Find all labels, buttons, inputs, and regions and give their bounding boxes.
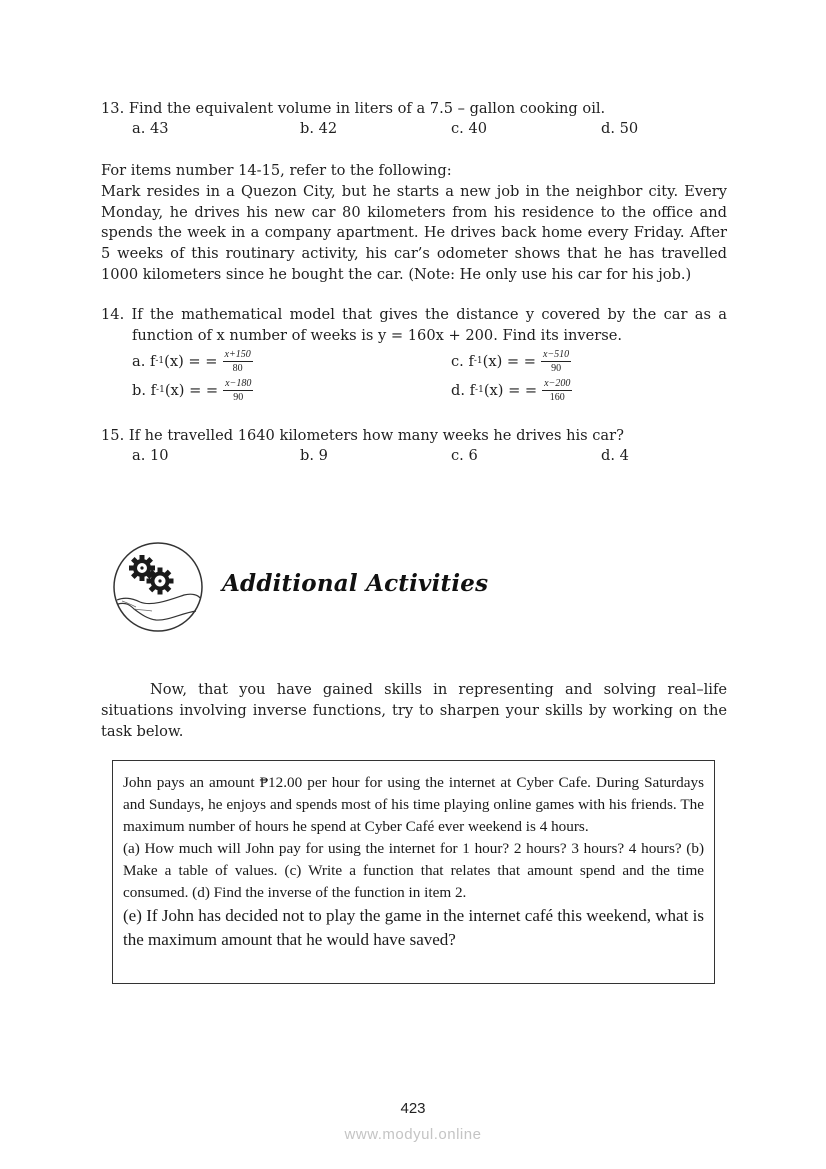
choice-c: c. 40 (451, 120, 488, 137)
question-13-text: 13. Find the equivalent volume in liters of a 7.5 – gallon cooking oil. (101, 100, 606, 117)
question-14-choice-d (451, 375, 572, 405)
choice-a: a. 43 (132, 120, 169, 137)
question-14-choice-a (132, 346, 253, 376)
question-15-text: 15. If he travelled 1640 kilometers how many weeks he drives his car? (101, 427, 624, 444)
task-scenario: John pays an amount ₱12.00 per hour for using the internet at Cyber Cafe. During Saturdays and Sundays, he enjoys and spends most of his time playing online games with his friends. The maximum number of hours he spend at Cyber Café ever weekend is 4 hours. (123, 774, 704, 835)
gears-in-hand-icon (112, 541, 204, 633)
choice-rest: (x) = = (164, 381, 219, 399)
question-13 (101, 98, 727, 119)
section-title: Additional Activities (222, 570, 489, 597)
denominator: 160 (549, 391, 565, 403)
superscript: -1 (156, 385, 165, 395)
denominator: 80 (232, 362, 243, 374)
choice-label: d. f (451, 381, 476, 399)
numerator: x−510 (543, 348, 570, 360)
question-14-text: 14. If the mathematical model that gives the distance y covered by the car as a function of x number of weeks is y = 160x + 200. Find its inverse. (101, 306, 727, 344)
choice-label: a. f (132, 352, 156, 370)
choice-label: b. f (132, 381, 157, 399)
choice-rest: (x) = = (482, 352, 536, 370)
question-13-choices (132, 120, 732, 141)
superscript: -1 (155, 356, 165, 366)
task-box (112, 760, 715, 984)
section-intro (101, 680, 727, 742)
question-15-choices (132, 447, 732, 468)
choice-a: a. 10 (132, 447, 169, 464)
items-14-15-context (101, 161, 727, 286)
numerator: x−180 (225, 377, 252, 389)
task-question-e: (e) If John has decided not to play the game in the internet café this weekend, what is the maximum amount that he would have saved? (123, 906, 704, 949)
choice-c: c. 6 (451, 447, 478, 464)
watermark: www.modyul.online (344, 1126, 482, 1143)
choice-b: b. 42 (300, 120, 338, 137)
choice-label: c. f (451, 352, 474, 370)
context-body: Mark resides in a Quezon City, but he starts a new job in the neighbor city. Every Monday, he drives his new car 80 kilometers from his residence to the office and spends the week in a company apartment. He drives back home every Friday. After 5 weeks of this routinary activity, his car’s odometer shows that he has travelled 1000 kilometers since he bought the car. (Note: He only use his car for his job.) (101, 182, 727, 283)
question-15 (101, 425, 727, 446)
numerator: x−200 (544, 377, 571, 389)
fraction (223, 349, 253, 374)
fraction (223, 378, 253, 403)
question-14-choice-b (132, 375, 253, 405)
choice-rest: (x) = = (483, 381, 538, 399)
choice-rest: (x) = = (164, 352, 218, 370)
choice-d: d. 4 (601, 447, 629, 464)
page-number: 423 (400, 1100, 426, 1117)
choice-d: d. 50 (601, 120, 639, 137)
superscript: -1 (475, 385, 484, 395)
question-14 (101, 305, 727, 347)
denominator: 90 (233, 391, 244, 403)
denominator: 90 (551, 362, 562, 374)
fraction (542, 378, 572, 403)
numerator: x+150 (224, 348, 251, 360)
context-heading: For items number 14-15, refer to the following: (101, 162, 452, 179)
section-intro-text: Now, that you have gained skills in representing and solving real–life situations involving inverse functions, try to sharpen your skills by working on the task below. (101, 681, 727, 740)
question-14-choice-c (451, 346, 571, 376)
task-questions-a-d: (a) How much will John pay for using the internet for 1 hour? 2 hours? 3 hours? 4 hours? (b) Make a table of values. (c) Write a function that relates that amount spend and the time consumed. (d) Find the inverse of the function in item 2. (123, 840, 704, 901)
superscript: -1 (473, 356, 483, 366)
choice-b: b. 9 (300, 447, 328, 464)
fraction (541, 349, 571, 374)
